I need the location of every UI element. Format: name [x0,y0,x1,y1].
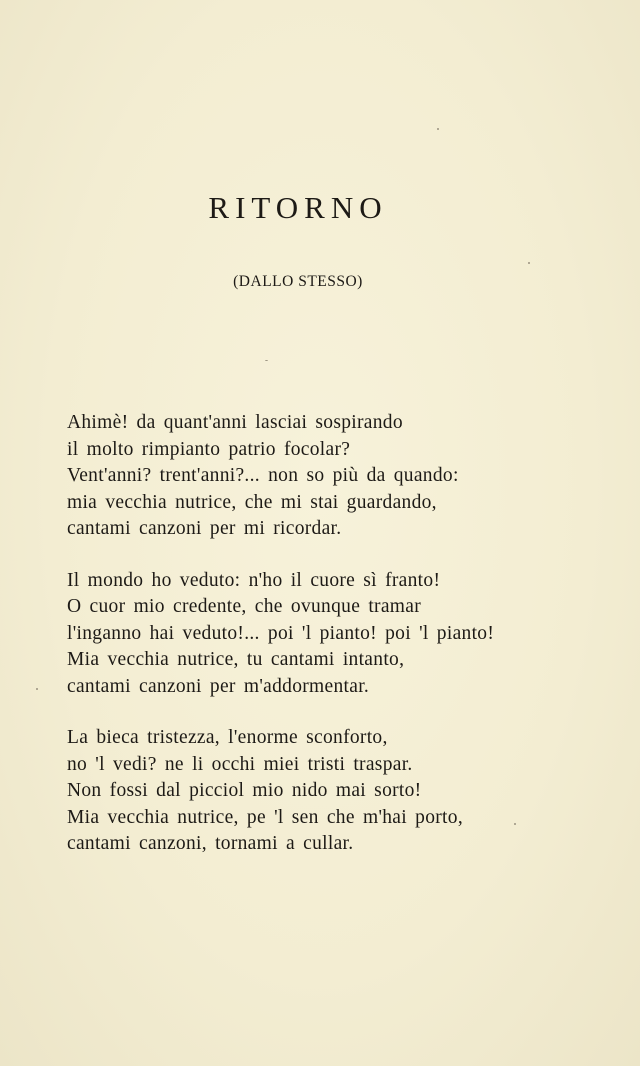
verse-line: Mia vecchia nutrice, pe 'l sen che m'hai porto, [67,806,463,828]
verse-line: Vent'anni? trent'anni?... non so più da quando: [67,465,459,486]
verse-line: O cuor mio credente, che ovunque tramar [67,596,422,617]
paper-speck [528,262,530,264]
verse-line: cantami canzoni, tornami a cullar. [67,833,354,854]
poem-subtitle: (DALLO STESSO) [233,273,363,290]
poem-title: RITORNO [208,190,388,225]
verse-line: il molto rimpianto patrio focolar? [67,438,351,460]
paper-speck [36,688,38,690]
stanza-1 [67,410,607,543]
verse-line: Mia vecchia nutrice, tu cantami intanto, [67,649,405,670]
verse-line: Il mondo ho veduto: n'ho il cuore sì franto! [67,569,441,591]
verse-line: mia vecchia nutrice, che mi stai guardando, [67,491,437,513]
verse-line: Non fossi dal picciol mio nido mai sorto! [67,780,422,801]
verse-line: La bieca tristezza, l'enorme sconforto, [67,727,388,748]
paper-speck [514,823,516,825]
stanza-2 [67,568,607,701]
verse-line: Ahimè! da quant'anni lasciai sospirando [67,412,403,433]
verse-line: cantami canzoni per mi ricordar. [67,518,342,539]
paper-speck [265,360,268,361]
verse-line: cantami canzoni per m'addormentar. [67,675,370,697]
poem-body [67,410,607,883]
verse-line: l'inganno hai veduto!... poi 'l pianto! poi 'l pianto! [67,622,495,644]
paper-speck [437,128,439,130]
verse-line: no 'l vedi? ne li occhi miei tristi traspar. [67,753,413,775]
stanza-3 [67,725,607,858]
